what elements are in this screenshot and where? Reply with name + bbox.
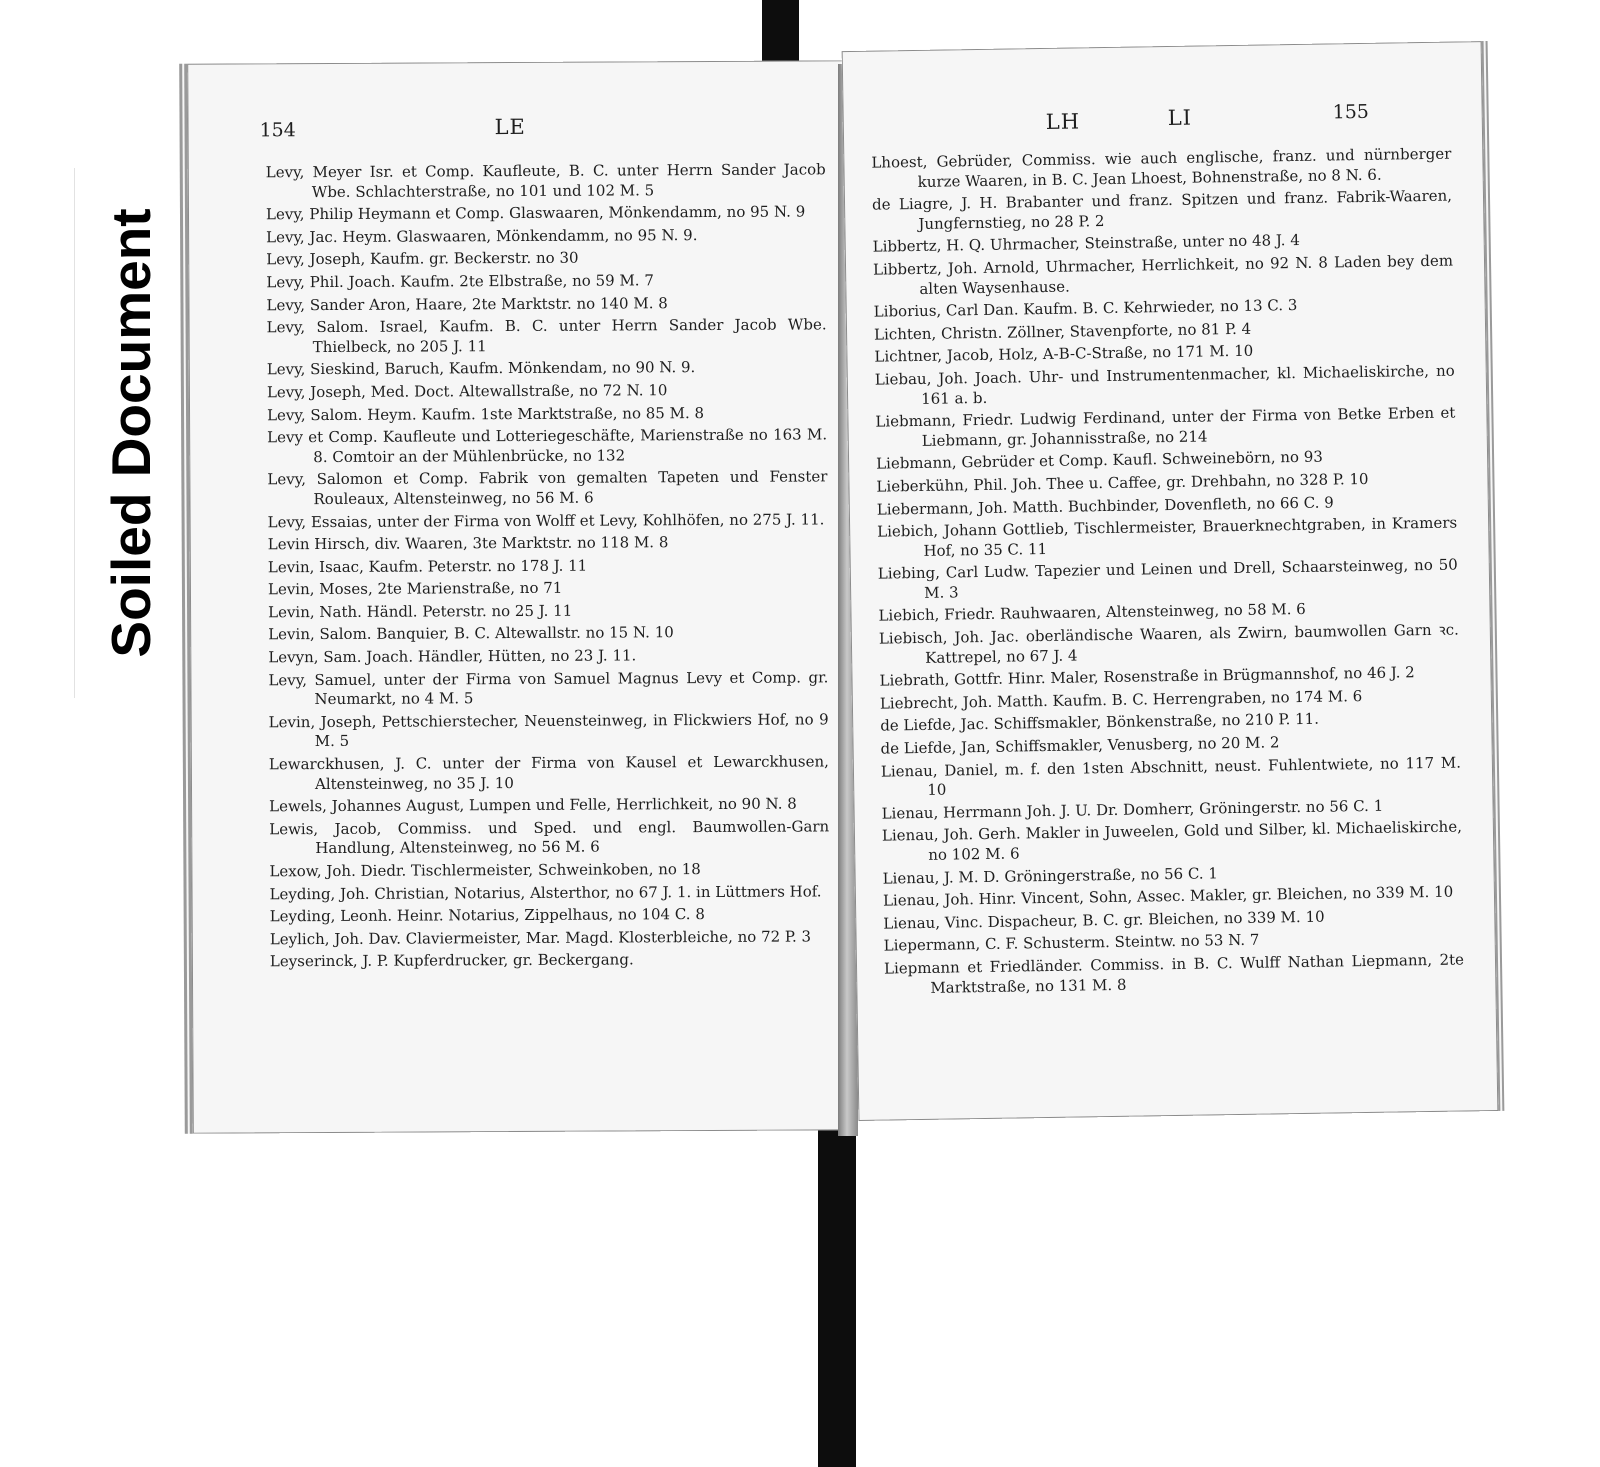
directory-entry: Levin, Isaac, Kaufm. Peterstr. no 178 J. 11 (267, 556, 588, 576)
directory-entry: Liepmann et Friedländer. Commiss. in B. C. Wulff Nathan Liepmann, 2te Marktstraße, no 131 M. 8 (883, 950, 1465, 997)
directory-entry: de Liefde, Jac. Schiffsmakler, Bönkenstraße, no 210 P. 11. (880, 710, 1320, 736)
directory-entry: Lewis, Jacob, Commiss. und Sped. und engl. Baumwollen-Garn Handlung, Altensteinweg, no 56 M. 6 (269, 817, 830, 858)
directory-entry: Lhoest, Gebrüder, Commiss. wie auch englische, franz. und nürnberger kurze Waaren, in B. C. Jean Lhoest, Bohnenstraße, no 8 N. 6. (871, 144, 1452, 191)
directory-entry: Levy, Meyer Isr. et Comp. Kaufleute, B. C. unter Herrn Sander Jacob Wbe. Schlachterstraße, no 101 und 102 M. 5 (265, 160, 826, 201)
directory-entry: Liebrath, Gottfr. Hinr. Maler, Rosenstraße in Brügmannshof, no 46 J. 2 (879, 663, 1415, 690)
directory-entry: Lichten, Christn. Zöllner, Stavenpforte, no 81 P. 4 (873, 319, 1252, 344)
directory-entry: Levin, Salom. Banquier, B. C. Altewallstr. no 15 N. 10 (268, 623, 674, 644)
directory-entry: Lienau, Joh. Hinr. Vincent, Sohn, Assec. Makler, gr. Bleichen, no 339 M. 10 (882, 882, 1454, 910)
directory-entries-left (266, 160, 830, 975)
directory-entry: Liebich, Johann Gottlieb, Tischlermeister, Brauerknechtgraben, in Kramers Hof, no 35 C. 11 (877, 513, 1458, 560)
directory-entry: Leyserinck, J. P. Kupferdrucker, gr. Beckergang. (269, 950, 634, 971)
directory-entry: Leyding, Leonh. Heinr. Notarius, Zippelhaus, no 104 C. 8 (269, 905, 705, 926)
stamp-label: Soiled Document (100, 208, 162, 658)
directory-entry: Levy, Joseph, Kaufm. gr. Beckerstr. no 30 (266, 249, 579, 269)
directory-entry: Levy, Salom. Heym. Kaufm. 1ste Marktstraße, no 85 M. 8 (266, 403, 705, 424)
directory-entry: Levy et Comp. Kaufleute und Lotteriegeschäfte, Marienstraße no 163 M. 8. Comtoir an der Mühlenbrücke, no 132 (267, 425, 828, 466)
directory-entry: Liebich, Friedr. Rauhwaaren, Altensteinweg, no 58 M. 6 (878, 600, 1306, 626)
directory-entry: Liebau, Joh. Joach. Uhr- und Instrumentenmacher, kl. Michaeliskirche, no 161 a. b. (874, 361, 1455, 408)
directory-entry: Liebermann, Joh. Matth. Buchbinder, Dovenfleth, no 66 C. 9 (876, 492, 1334, 519)
directory-entry: Levin Hirsch, div. Waaren, 3te Marktstr. no 118 M. 8 (267, 533, 669, 554)
directory-entry: Leylich, Joh. Dav. Claviermeister, Mar. Magd. Klosterbleiche, no 72 P. 3 (269, 927, 812, 949)
directory-entry: Lienau, Daniel, m. f. den 1sten Abschnitt, neust. Fuhlentwiete, no 117 M. 10 (880, 753, 1462, 800)
directory-entry: Lieberkühn, Phil. Joh. Thee u. Caffee, gr. Drehbahn, no 328 P. 10 (876, 469, 1369, 496)
directory-entry: Levin, Joseph, Pettschierstecher, Neuensteinweg, in Flickwiers Hof, no 9 M. 5 (268, 710, 829, 751)
directory-entry: Levy, Sieskind, Baruch, Kaufm. Mönkendam, no 90 N. 9. (266, 358, 696, 379)
directory-entry: Levy, Sander Aron, Haare, 2te Marktstr. no 140 M. 8 (266, 293, 668, 314)
directory-entry: de Liefde, Jan, Schiffsmakler, Venusberg, no 20 M. 2 (880, 733, 1280, 758)
page-number-left: 154 (259, 119, 296, 142)
binding-strap-top (762, 0, 799, 62)
directory-entry: Levy, Salomon et Comp. Fabrik von gemalten Tapeten und Fenster Rouleaux, Altensteinweg, no 56 M. 6 (267, 467, 828, 508)
left-page (179, 60, 855, 1133)
directory-entry: Lienau, J. M. D. Gröningerstraße, no 56 C. 1 (882, 863, 1219, 888)
directory-entry: Lichtner, Jacob, Holz, A-B-C-Straße, no 171 M. 10 (874, 342, 1254, 367)
directory-entry: Levin, Nath. Händl. Peterstr. no 25 J. 11 (268, 601, 573, 622)
directory-entry: Lewels, Johannes August, Lumpen und Felle, Herrlichkeit, no 90 N. 8 (269, 794, 797, 816)
page-number-right: 155 (1332, 100, 1370, 124)
directory-entry: Levy, Joseph, Med. Doct. Altewallstraße, no 72 N. 10 (266, 381, 668, 402)
directory-entry: Lienau, Joh. Gerh. Makler in Juweelen, Gold und Silber, kl. Michaeliskirche, no 102 M. 6 (881, 817, 1463, 864)
directory-entry: Lexow, Joh. Diedr. Tischlermeister, Schweinkoben, no 18 (269, 860, 701, 881)
directory-entry: Liborius, Carl Dan. Kaufm. B. C. Kehrwieder, no 13 C. 3 (873, 296, 1298, 321)
directory-entry: Levyn, Sam. Joach. Händler, Hütten, no 23 J. 11. (268, 646, 637, 667)
directory-entry: Lewarckhusen, J. C. unter der Firma von Kausel et Lewarckhusen, Altensteinweg, no 35 J. 10 (268, 752, 829, 793)
directory-entry: Liepermann, C. F. Schusterm. Steintw. no 53 N. 7 (883, 931, 1260, 955)
directory-entry: Levy, Samuel, unter der Firma von Samuel Magnus Levy et Comp. gr. Neumarkt, no 4 M. 5 (268, 668, 829, 709)
directory-entry: Liebrecht, Joh. Matth. Kaufm. B. C. Herrengraben, no 174 M. 6 (879, 686, 1363, 713)
directory-entry: Levy, Essaias, unter der Firma von Wolff et Levy, Kohlhöfen, no 275 J. 11. (267, 509, 825, 531)
directory-entry: Liebmann, Friedr. Ludwig Ferdinand, unter der Firma von Betke Erben et Liebmann, gr. Johannisstraße, no 214 (875, 403, 1456, 450)
directory-entry: Liebisch, Joh. Jac. oberländische Waaren, als Zwirn, baumwollen Garn ꝛc. Kattrepel, no 67 J. 4 (878, 620, 1459, 667)
directory-entry: Libbertz, H. Q. Uhrmacher, Steinstraße, unter no 48 J. 4 (872, 231, 1300, 257)
directory-entries-right (871, 145, 1464, 1002)
directory-entry: Leyding, Joh. Christian, Notarius, Alsterthor, no 67 J. 1. in Lüttmers Hof. (269, 882, 822, 903)
directory-entry: Liebing, Carl Ludw. Tapezier und Leinen und Drell, Schaarsteinweg, no 50 M. 3 (877, 555, 1458, 602)
directory-entry: Lienau, Herrmann Joh. J. U. Dr. Domherr, Gröningerstr. no 56 C. 1 (881, 796, 1384, 823)
directory-entry: Liebmann, Gebrüder et Comp. Kaufl. Schweinebörn, no 93 (875, 447, 1324, 473)
binding-strap-bottom (818, 1115, 856, 1467)
directory-entry: Levy, Salom. Israel, Kaufm. B. C. unter Herrn Sander Jacob Wbe. Thielbeck, no 205 J. 11 (266, 315, 827, 356)
directory-entry: Levy, Philip Heymann et Comp. Glaswaaren, Mönkendamm, no 95 N. 9 (265, 202, 806, 224)
directory-entry: Levin, Moses, 2te Marienstraße, no 71 (267, 579, 563, 599)
soiled-document-stamp (74, 168, 187, 698)
right-page (842, 41, 1505, 1121)
directory-entry: Libbertz, Joh. Arnold, Uhrmacher, Herrlichkeit, no 92 N. 8 Laden bey dem alten Waysenhause. (872, 251, 1454, 298)
directory-entry: de Liagre, J. H. Brabanter und franz. Spitzen und franz. Fabrik-Waaren, Jungfernstieg, no 28 P. 2 (871, 186, 1453, 233)
directory-entry: Levy, Phil. Joach. Kaufm. 2te Elbstraße, no 59 M. 7 (266, 271, 654, 292)
running-header-lh: LH (1045, 109, 1081, 134)
running-header-li: LI (1167, 105, 1193, 131)
directory-entry: Levy, Jac. Heym. Glaswaaren, Mönkendamm, no 95 N. 9. (266, 225, 698, 247)
running-header-left: LE (494, 114, 526, 140)
directory-entry: Lienau, Vinc. Dispacheur, B. C. gr. Bleichen, no 339 M. 10 (883, 907, 1325, 933)
